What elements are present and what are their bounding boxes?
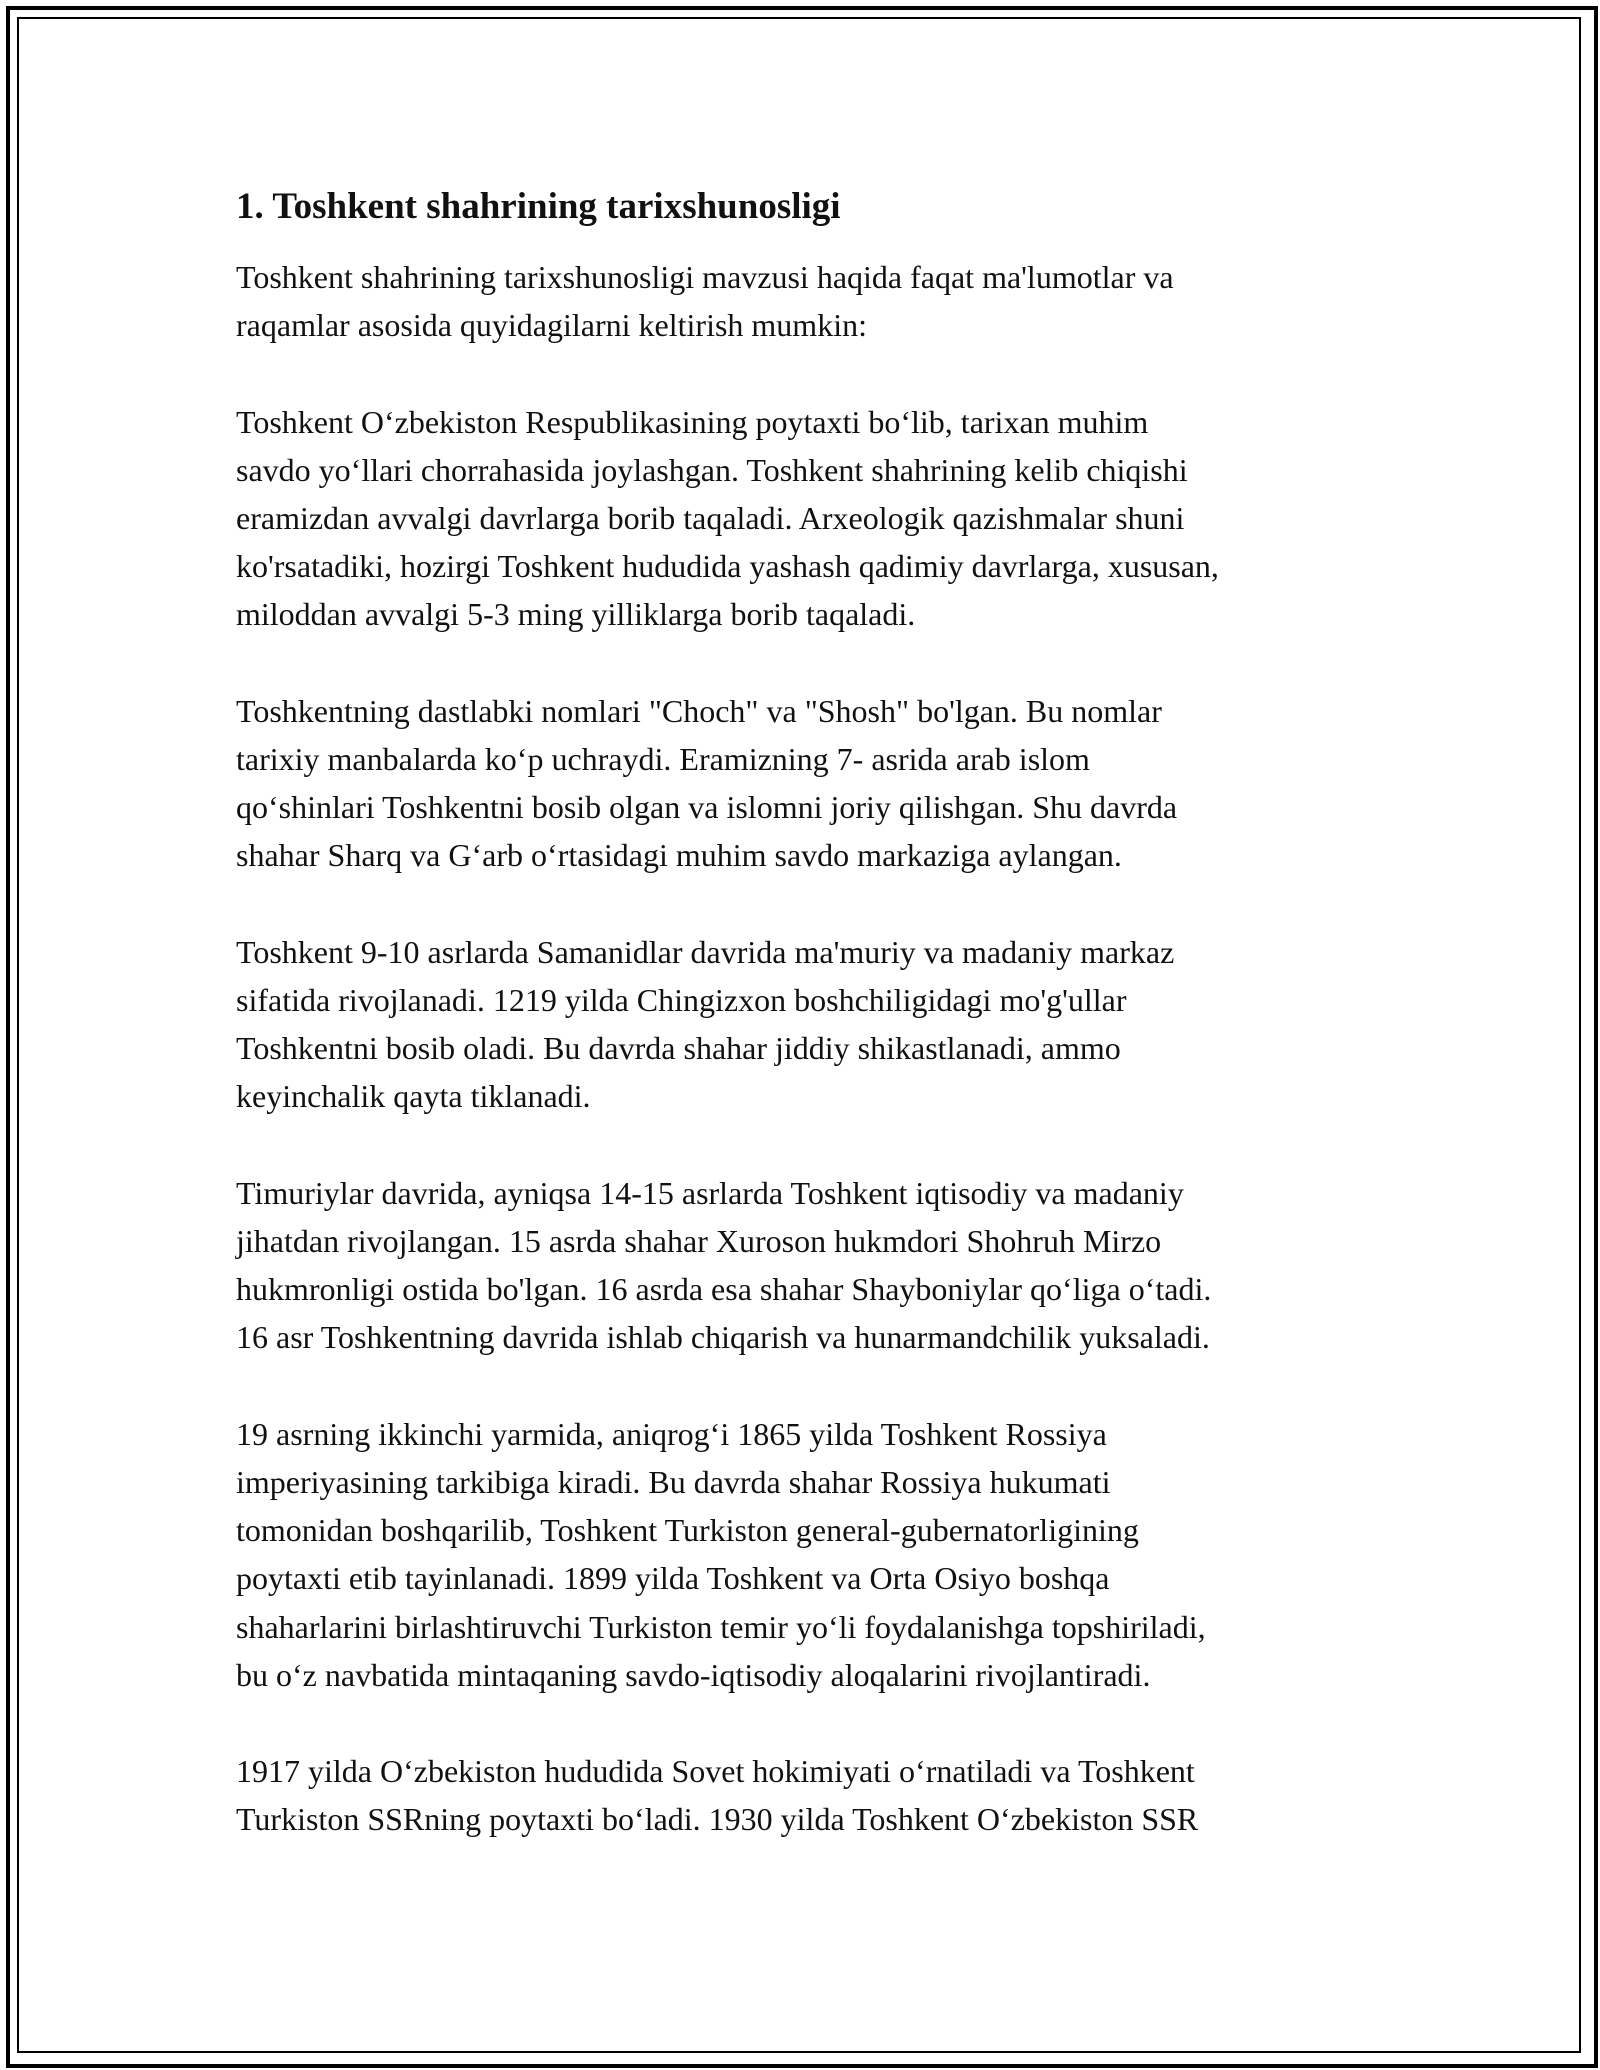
paragraph-early-names	[236, 687, 1396, 880]
text-line: keyinchalik qayta tiklanadi.	[236, 1078, 591, 1115]
paragraph-soviet	[236, 1747, 1396, 1843]
paragraph-capital	[236, 398, 1396, 639]
text-line: Toshkentning dastlabki nomlari "Choch" va "Shosh" bo'lgan. Bu nomlar	[236, 692, 1162, 729]
text-line: qo‘shinlari Toshkentni bosib olgan va islomni joriy qilishgan. Shu davrda	[236, 789, 1178, 826]
text-line: savdo yo‘llari chorrahasida joylashgan. Toshkent shahrining kelib chiqishi	[236, 451, 1188, 488]
text-line: 1917 yilda O‘zbekiston hududida Sovet hokimiyati o‘rnatiladi va Toshkent	[236, 1753, 1195, 1790]
text-line: 16 asr Toshkentning davrida ishlab chiqarish va hunarmandchilik yuksaladi.	[236, 1319, 1210, 1356]
text-line: Toshkent shahrining tarixshunosligi mavzusi haqida faqat ma'lumotlar va	[236, 259, 1174, 295]
text-line: Toshkent 9-10 asrlarda Samanidlar davrida ma'muriy va madaniy markaz	[236, 933, 1175, 970]
text-line: Turkiston SSRning poytaxti bo‘ladi. 1930 yilda Toshkent O‘zbekiston SSR	[236, 1801, 1199, 1838]
text-line: shaharlarini birlashtiruvchi Turkiston temir yo‘li foydalanishga topshiriladi,	[236, 1608, 1206, 1645]
text-line: poytaxti etib tayinlanadi. 1899 yilda Toshkent va Orta Osiyo boshqa	[236, 1560, 1110, 1597]
text-line: ko'rsatadiki, hozirgi Toshkent hududida yashash qadimiy davrlarga, xususan,	[236, 548, 1219, 585]
text-line: Toshkent O‘zbekiston Respublikasining poytaxti bo‘lib, tarixan muhim	[236, 403, 1149, 440]
text-line: sifatida rivojlanadi. 1219 yilda Chingizxon boshchiligidagi mo'g'ullar	[236, 982, 1127, 1018]
text-line: tarixiy manbalarda ko‘p uchraydi. Eramizning 7- asrida arab islom	[236, 741, 1090, 777]
section-heading: 1. Toshkent shahrining tarixshunosligi	[236, 186, 841, 227]
text-line: Toshkentni bosib oladi. Bu davrda shahar jiddiy shikastlanadi, ammo	[236, 1030, 1121, 1067]
text-line: tomonidan boshqarilib, Toshkent Turkiston general-gubernatorligining	[236, 1512, 1139, 1549]
text-line: 19 asrning ikkinchi yarmida, aniqrog‘i 1865 yilda Toshkent Rossiya	[236, 1415, 1107, 1452]
text-line: miloddan avvalgi 5-3 ming yilliklarga borib taqaladi.	[236, 596, 916, 633]
document-body	[236, 183, 1396, 1844]
paragraph-samanids	[236, 928, 1396, 1121]
paragraph-russian-empire	[236, 1410, 1396, 1699]
text-line: shahar Sharq va G‘arb o‘rtasidagi muhim savdo markaziga aylangan.	[236, 837, 1122, 874]
text-line: hukmronligi ostida bo'lgan. 16 asrda esa shahar Shayboniylar qo‘liga o‘tadi.	[236, 1271, 1212, 1308]
text-line: jihatdan rivojlangan. 15 asrda shahar Xuroson hukmdori Shohruh Mirzo	[236, 1223, 1162, 1259]
text-line: Timuriylar davrida, ayniqsa 14-15 asrlarda Toshkent iqtisodiy va madaniy	[236, 1174, 1184, 1211]
text-line: raqamlar asosida quyidagilarni keltirish mumkin:	[236, 307, 867, 344]
paragraph-intro	[236, 253, 1396, 349]
paragraph-timurids	[236, 1169, 1396, 1362]
text-line: bu o‘z navbatida mintaqaning savdo-iqtisodiy aloqalarini rivojlantiradi.	[236, 1656, 1151, 1693]
text-line: eramizdan avvalgi davrlarga borib taqaladi. Arxeologik qazishmalar shuni	[236, 500, 1185, 536]
text-line: imperiyasining tarkibiga kiradi. Bu davrda shahar Rossiya hukumati	[236, 1464, 1111, 1500]
